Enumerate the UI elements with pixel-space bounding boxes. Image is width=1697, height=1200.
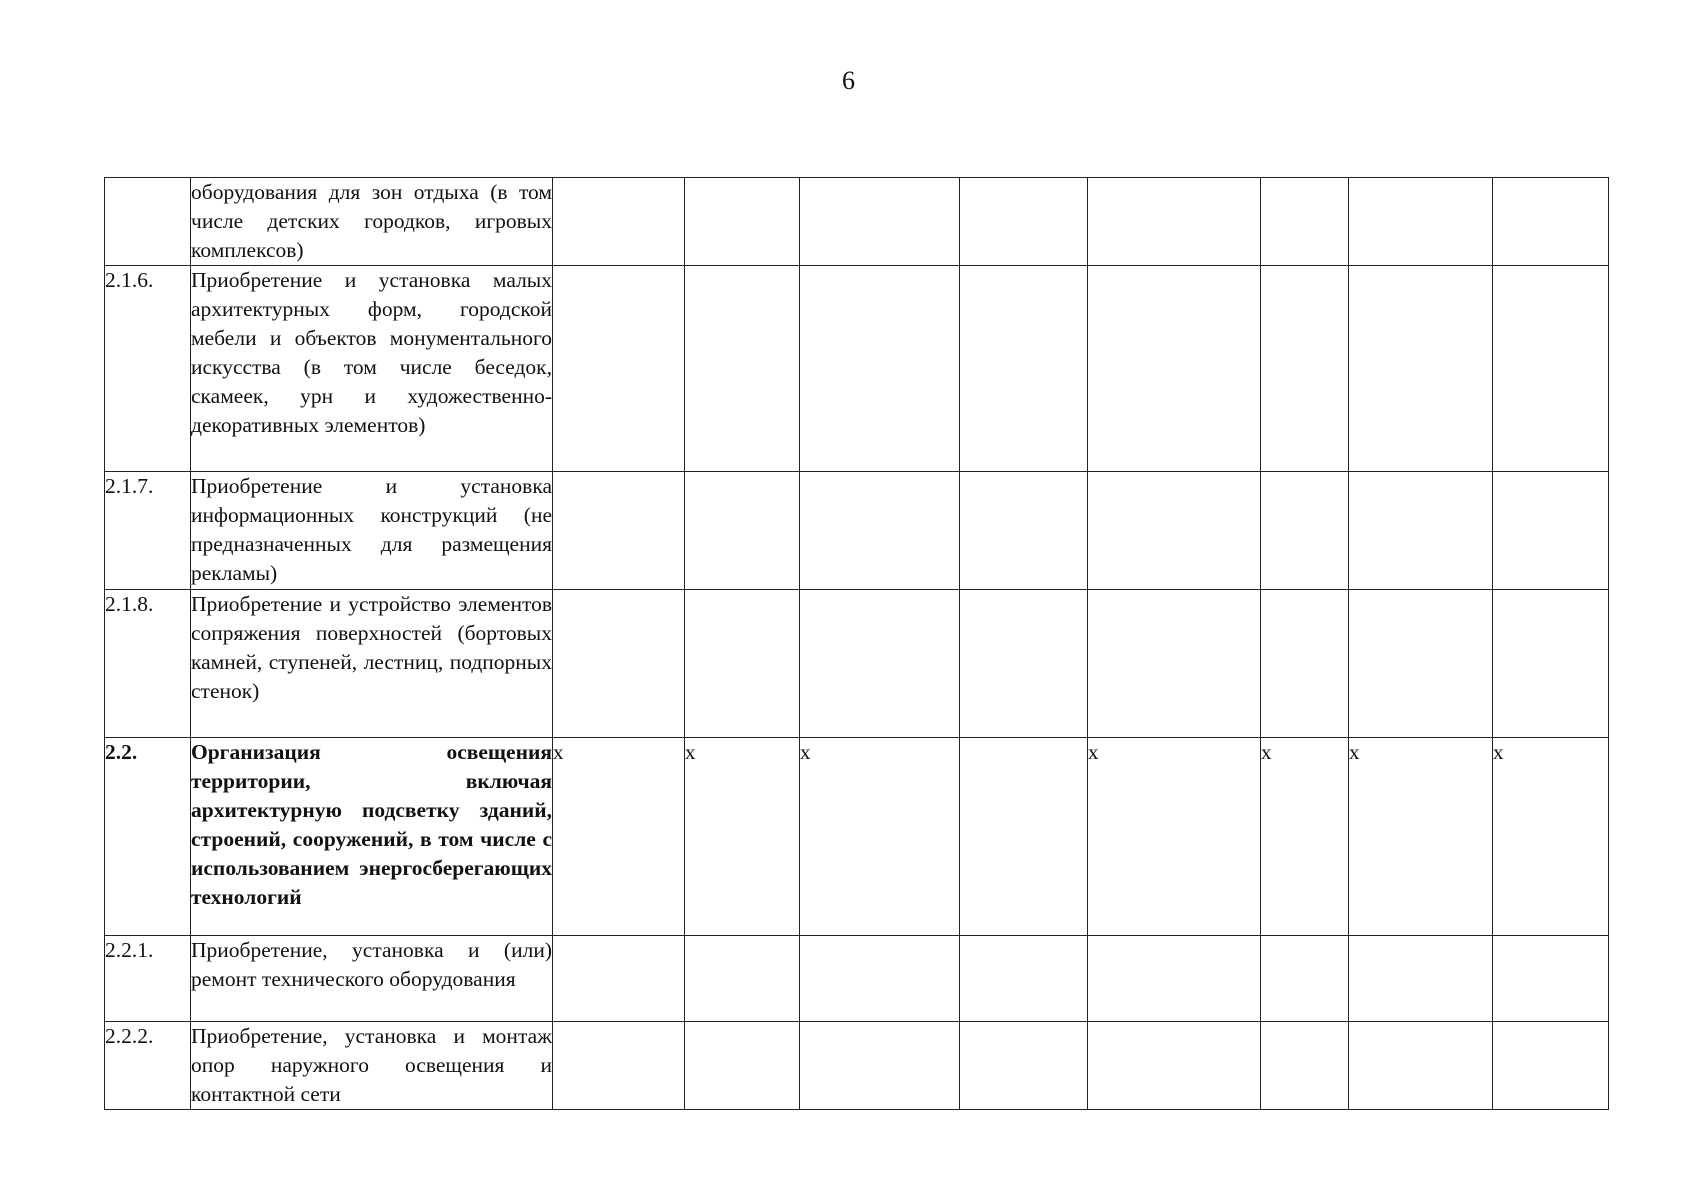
table-row: [105, 472, 1609, 590]
row-description: Приобретение и установка малых архитектурных форм, городской мебели и объектов монументального искусства (в том числе беседок, скамеек, урн и художественно-декоративных элементов): [191, 266, 553, 472]
mark-cell: [553, 472, 685, 590]
mark-cell: [960, 936, 1088, 1022]
mark-cell: [1349, 266, 1493, 472]
table-row: [105, 738, 1609, 936]
mark-cell: [553, 1022, 685, 1110]
mark-cell: [1493, 1022, 1609, 1110]
mark-cell: [960, 1022, 1088, 1110]
mark-cell: [1261, 1022, 1349, 1110]
mark-cell: [800, 590, 960, 738]
mark-cell: [685, 1022, 800, 1110]
row-number: 2.1.8.: [105, 590, 191, 738]
mark-cell: [685, 266, 800, 472]
mark-cell: x: [1493, 738, 1609, 936]
mark-cell: [685, 178, 800, 266]
mark-cell: x: [1349, 738, 1493, 936]
measures-table: [104, 177, 1609, 1110]
row-description: Приобретение, установка и монтаж опор наружного освещения и контактной сети: [191, 1022, 553, 1110]
table-row: [105, 266, 1609, 472]
mark-cell: [800, 936, 960, 1022]
mark-cell: [960, 266, 1088, 472]
mark-cell: [1349, 590, 1493, 738]
table-row: [105, 178, 1609, 266]
mark-cell: [1261, 266, 1349, 472]
mark-cell: [1088, 178, 1261, 266]
row-description: Приобретение и установка информационных конструкций (не предназначенных для размещения рекламы): [191, 472, 553, 590]
mark-cell: [685, 590, 800, 738]
mark-cell: [800, 1022, 960, 1110]
table-row: [105, 590, 1609, 738]
mark-cell: [800, 178, 960, 266]
mark-cell: [1493, 472, 1609, 590]
mark-cell: [1349, 1022, 1493, 1110]
row-description: оборудования для зон отдыха (в том числе детских городков, игровых комплексов): [191, 178, 553, 266]
mark-cell: [553, 936, 685, 1022]
mark-cell: [1261, 590, 1349, 738]
mark-cell: [1261, 178, 1349, 266]
mark-cell: [553, 590, 685, 738]
mark-cell: [1493, 936, 1609, 1022]
row-description: Приобретение, установка и (или) ремонт технического оборудования: [191, 936, 553, 1022]
row-description: Организация освещения территории, включая архитектурную подсветку зданий, строений, сооружений, в том числе с использованием энергосберегающих технологий: [191, 738, 553, 936]
mark-cell: [960, 472, 1088, 590]
mark-cell: [1261, 472, 1349, 590]
mark-cell: [960, 738, 1088, 936]
row-number: 2.1.7.: [105, 472, 191, 590]
row-description: Приобретение и устройство элементов сопряжения поверхностей (бортовых камней, ступеней, лестниц, подпорных стенок): [191, 590, 553, 738]
mark-cell: [1088, 1022, 1261, 1110]
mark-cell: [1261, 936, 1349, 1022]
mark-cell: [1088, 266, 1261, 472]
mark-cell: [553, 266, 685, 472]
mark-cell: [1088, 472, 1261, 590]
mark-cell: [960, 590, 1088, 738]
row-number: 2.1.6.: [105, 266, 191, 472]
mark-cell: [800, 266, 960, 472]
mark-cell: [1349, 178, 1493, 266]
table-body: [105, 178, 1609, 1110]
mark-cell: x: [800, 738, 960, 936]
mark-cell: x: [685, 738, 800, 936]
mark-cell: [960, 178, 1088, 266]
mark-cell: [1493, 590, 1609, 738]
mark-cell: [1349, 936, 1493, 1022]
row-number: 2.2.: [105, 738, 191, 936]
row-number: 2.2.2.: [105, 1022, 191, 1110]
mark-cell: [553, 178, 685, 266]
mark-cell: [1493, 178, 1609, 266]
mark-cell: [1349, 472, 1493, 590]
mark-cell: [685, 472, 800, 590]
page-number: 6: [842, 66, 855, 95]
table-row: [105, 1022, 1609, 1110]
mark-cell: x: [1088, 738, 1261, 936]
mark-cell: [800, 472, 960, 590]
table-row: [105, 936, 1609, 1022]
mark-cell: [1493, 266, 1609, 472]
mark-cell: [1088, 936, 1261, 1022]
row-number: [105, 178, 191, 266]
mark-cell: x: [553, 738, 685, 936]
row-number: 2.2.1.: [105, 936, 191, 1022]
mark-cell: x: [1261, 738, 1349, 936]
mark-cell: [1088, 590, 1261, 738]
mark-cell: [685, 936, 800, 1022]
